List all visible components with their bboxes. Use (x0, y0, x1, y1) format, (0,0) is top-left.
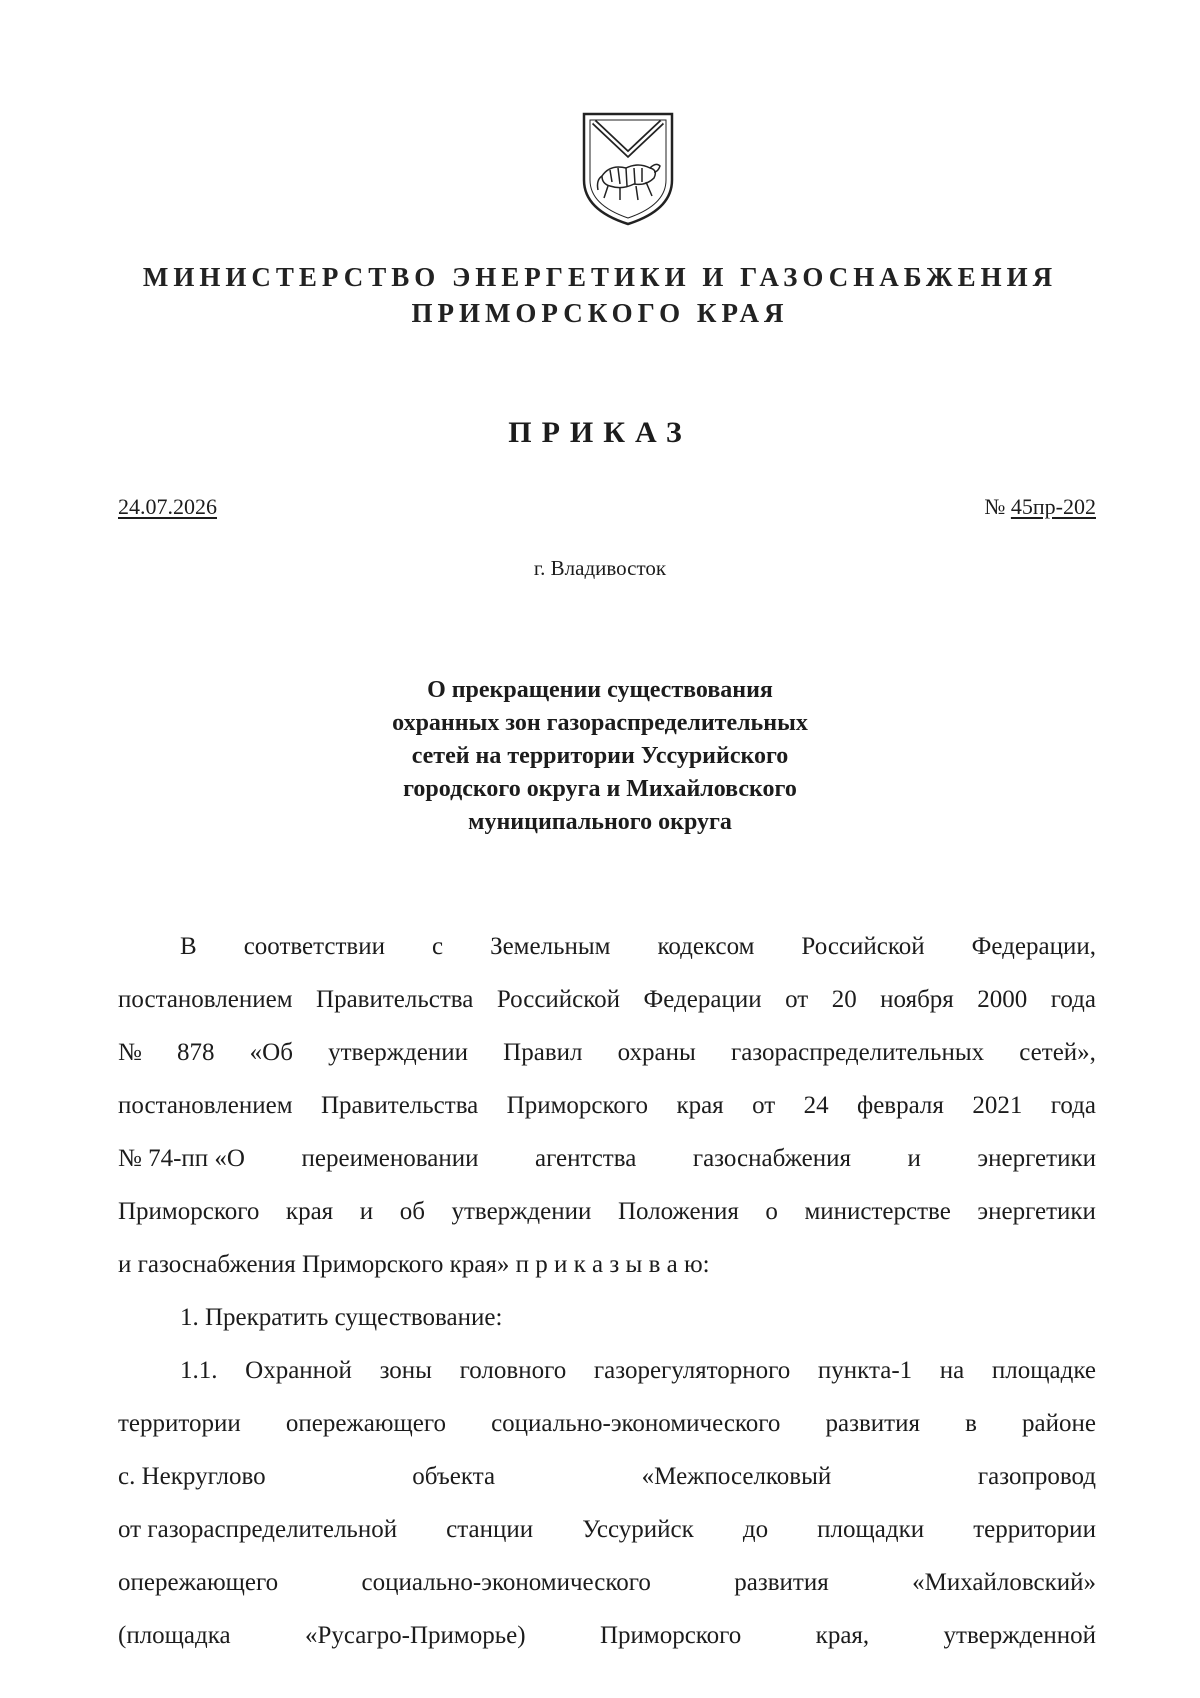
order-date: 24.07.2026 (118, 494, 217, 519)
body-line: (площадка «Русагро-Приморье) Приморского края, утвержденной (118, 1622, 1096, 1649)
subject-line: охранных зон газораспределительных (392, 710, 808, 736)
order-body (118, 920, 1096, 1662)
order-subject (0, 674, 1200, 839)
subject-line: О прекращении существования (427, 677, 773, 703)
subject-line: муниципального округа (468, 809, 732, 835)
body-line: № 878 «Об утверждении Правил охраны газораспределительных сетей», (118, 1039, 1096, 1066)
order-number-value: 45пр-202 (1010, 494, 1096, 519)
ministry-name-line1: МИНИСТЕРСТВО ЭНЕРГЕТИКИ И ГАЗОСНАБЖЕНИЯ (142, 262, 1058, 292)
body-line: Приморского края и об утверждении Положения о министерстве энергетики (118, 1198, 1096, 1225)
body-line: 1.1. Охранной зоны головного газорегуляторного пункта-1 на площадке (180, 1357, 1096, 1384)
body-line: с. Некруглово объекта «Межпоселковый газопровод (118, 1463, 1096, 1490)
body-line: 1. Прекратить существование: (180, 1304, 503, 1331)
body-line: № 74-пп «О переименовании агентства газоснабжения и энергетики (118, 1145, 1096, 1172)
subject-line: городского округа и Михайловского (403, 776, 797, 802)
body-line: и газоснабжения Приморского края» п р и к а з ы в а ю: (118, 1251, 710, 1278)
number-sign: № (984, 494, 1006, 519)
document-type: ПРИКАЗ (508, 416, 692, 449)
body-line: от газораспределительной станции Уссурийск до площадки территории (118, 1516, 1096, 1543)
city: г. Владивосток (533, 556, 667, 580)
body-line: постановлением Правительства Приморского края от 24 февраля 2021 года (118, 1092, 1096, 1119)
body-line: постановлением Правительства Российской Федерации от 20 ноября 2000 года (118, 986, 1096, 1013)
ministry-name-line2: ПРИМОРСКОГО КРАЯ (411, 298, 789, 328)
order-number (984, 494, 1096, 520)
body-line: В соответствии с Земельным кодексом Российской Федерации, (180, 933, 1096, 960)
body-line: опережающего социально-экономического развития «Михайловский» (118, 1569, 1096, 1596)
subject-line: сетей на территории Уссурийского (411, 743, 789, 769)
body-line: территории опережающего социально-экономического развития в районе (118, 1410, 1096, 1437)
coat-of-arms-icon (580, 110, 676, 228)
